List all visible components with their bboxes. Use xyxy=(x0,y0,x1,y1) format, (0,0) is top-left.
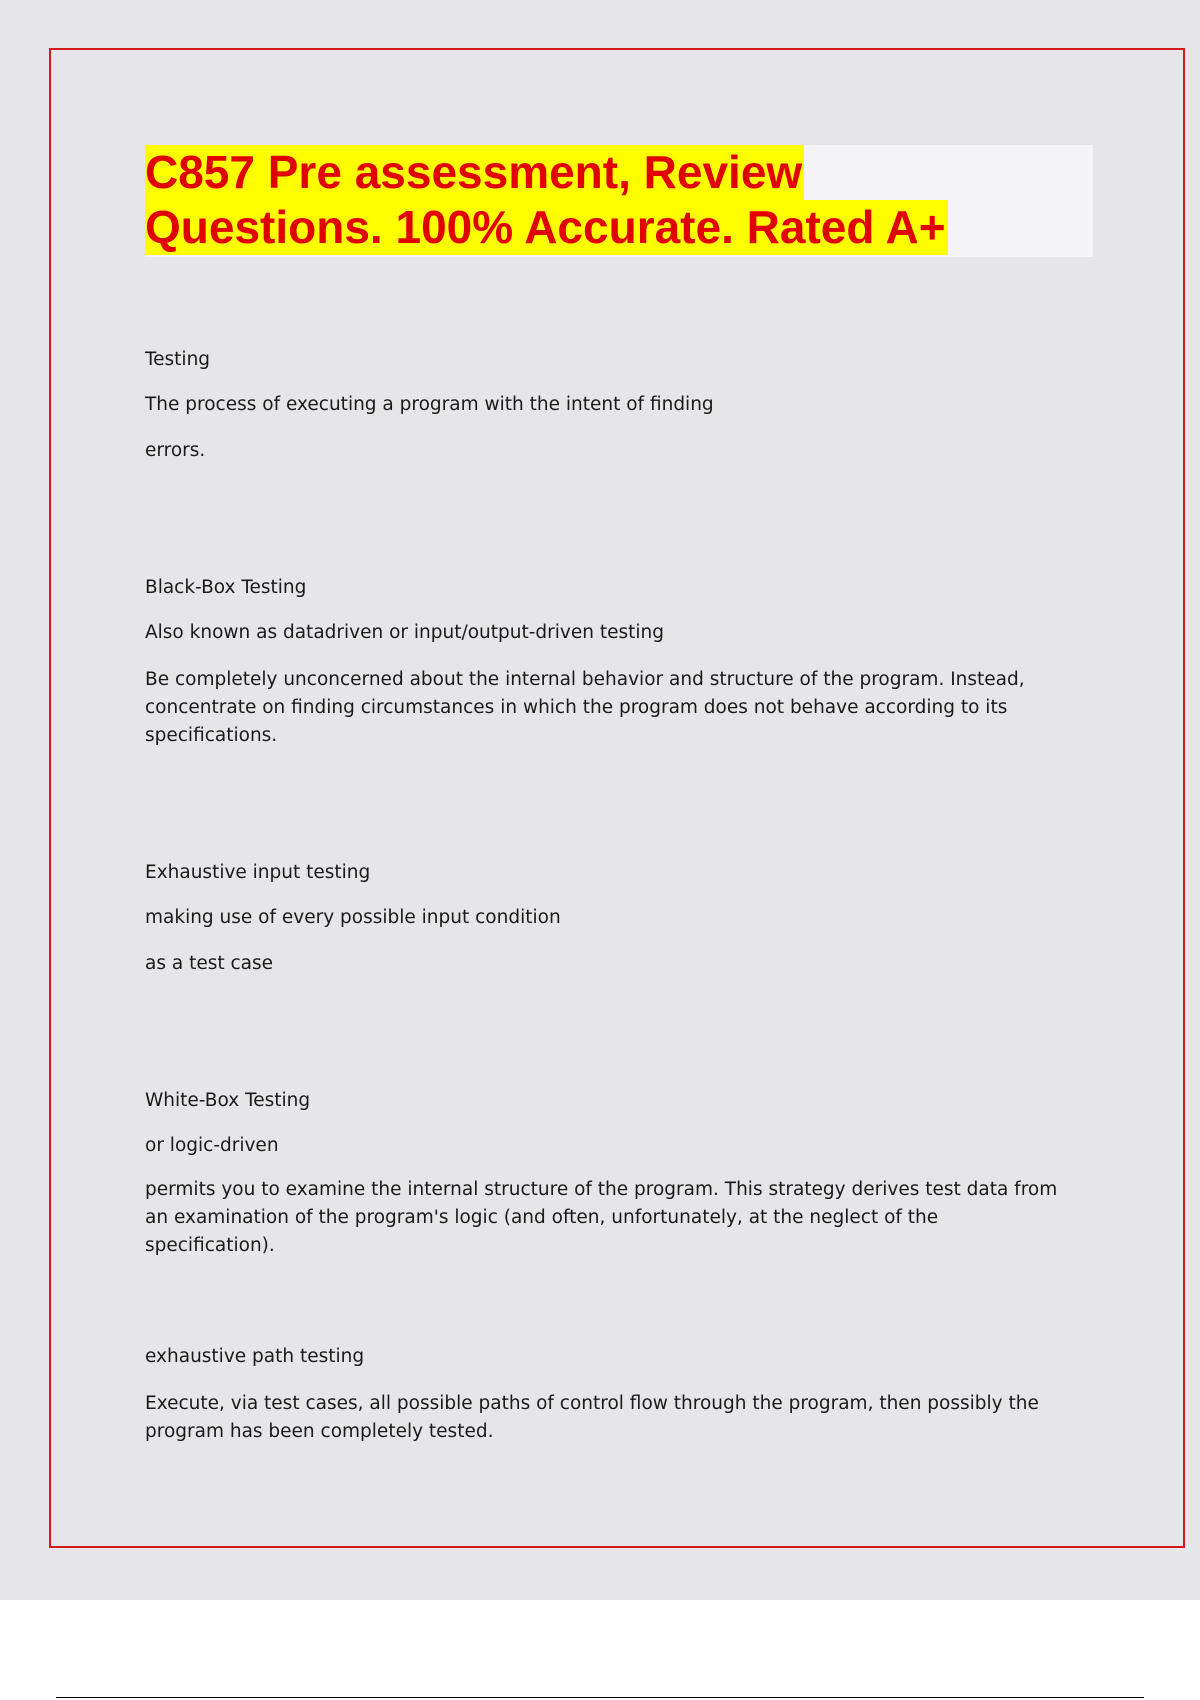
title-line-2: Questions. 100% Accurate. Rated A+ xyxy=(145,201,946,253)
entry-definition-line: The process of executing a program with the intent of finding xyxy=(145,394,714,415)
entry-term-testing: Testing xyxy=(145,349,211,370)
entry-definition-paragraph: permits you to examine the internal structure of the program. This strategy derives test data from an examination of the program's logic (and often, unfortunately, at the neglect of the specification). xyxy=(145,1179,1058,1256)
entry-definition-line: making use of every possible input condition xyxy=(145,907,561,928)
entry-definition-paragraph: Be completely unconcerned about the internal behavior and structure of the program. Instead, concentrate on finding circumstances in which the program does not behave according to its specifications. xyxy=(145,669,1025,746)
entry-term-white-box-testing: White-Box Testing xyxy=(145,1090,311,1111)
entry-term-black-box-testing: Black-Box Testing xyxy=(145,577,307,598)
entry-definition-line: or logic-driven xyxy=(145,1135,279,1156)
entry-term-exhaustive-input-testing: Exhaustive input testing xyxy=(145,862,371,883)
entry-definition-paragraph: Execute, via test cases, all possible paths of control flow through the program, then possibly the program has been completely tested. xyxy=(145,1393,1039,1442)
entry-definition-line: errors. xyxy=(145,440,206,461)
footer-divider xyxy=(56,1697,1144,1698)
page-border-frame xyxy=(49,48,1185,1548)
entry-definition-line: Also known as datadriven or input/output-driven testing xyxy=(145,622,664,643)
document-title xyxy=(145,145,948,255)
entry-definition-line: as a test case xyxy=(145,953,274,974)
title-line-1: C857 Pre assessment, Review xyxy=(145,146,803,198)
entry-term-exhaustive-path-testing: exhaustive path testing xyxy=(145,1346,365,1367)
